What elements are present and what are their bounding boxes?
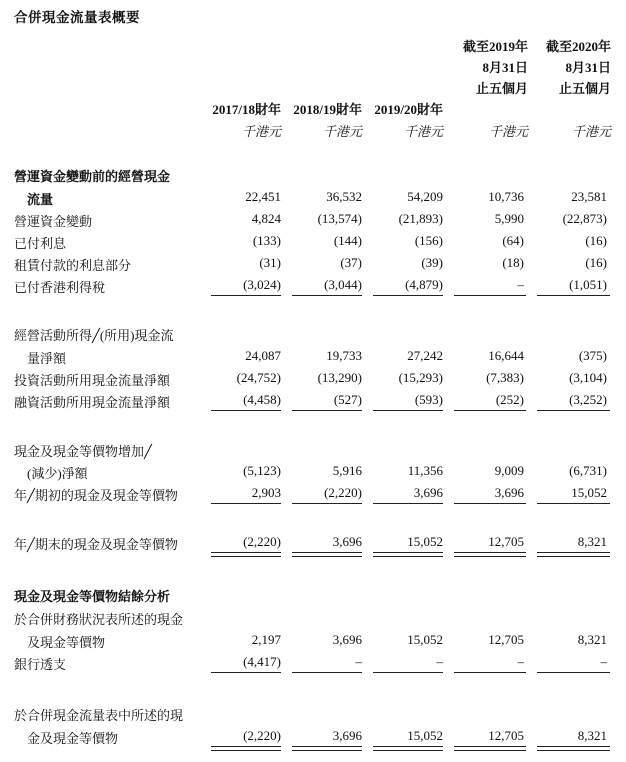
cell-5m-2019: (7,383) [486, 370, 524, 385]
cell-2019-20: (39) [421, 255, 443, 270]
cell-5m-2019: 9,009 [494, 463, 524, 478]
col5-header-line2: 8月31日 [565, 60, 611, 75]
cell-2018-19: 3,696 [332, 728, 362, 743]
cell-5m-2020: 15,052 [571, 485, 607, 500]
subtotal-rule [292, 410, 362, 411]
table-row [0, 392, 626, 412]
cell-2019-20: 15,052 [407, 728, 443, 743]
cell-2017-18: 22,451 [245, 189, 281, 204]
cell-5m-2020: (16) [585, 233, 607, 248]
cell-2018-19: (37) [340, 255, 362, 270]
cell-2017-18: 24,087 [245, 348, 281, 363]
table-row [0, 441, 626, 461]
cell-5m-2020: – [600, 654, 607, 669]
cell-2018-19: 36,532 [326, 189, 362, 204]
cell-5m-2019: – [517, 277, 524, 292]
table-row [0, 348, 626, 368]
table-row [0, 609, 626, 629]
table-row [0, 632, 626, 652]
col2-unit: 千港元 [322, 124, 362, 139]
col1-unit: 千港元 [241, 124, 281, 139]
cell-5m-2019: 12,705 [488, 534, 524, 549]
cell-5m-2019: 10,736 [488, 189, 524, 204]
subtotal-rule [537, 672, 610, 673]
cell-2018-19: (2,220) [324, 485, 362, 500]
cell-2017-18: (5,123) [243, 463, 281, 478]
row-label: 已付利息 [14, 236, 67, 251]
total-double-rule [537, 552, 610, 557]
row-label: 金及現金等價物 [27, 731, 119, 746]
cell-2017-18: (4,458) [243, 392, 281, 407]
cell-5m-2019: 5,990 [494, 211, 524, 226]
cell-2019-20: 27,242 [407, 348, 443, 363]
cell-5m-2020: (6,731) [569, 463, 607, 478]
cell-2017-18: (4,417) [243, 654, 281, 669]
cell-2017-18: 2,197 [251, 632, 281, 647]
table-row [0, 325, 626, 345]
table-row [0, 189, 626, 209]
col4-header-line3: 止五個月 [475, 81, 528, 96]
cell-2018-19: (13,574) [317, 211, 362, 226]
cell-2017-18: (2,220) [243, 728, 281, 743]
cell-2019-20: 3,696 [413, 485, 443, 500]
table-title: 合併現金流量表概要 [14, 10, 140, 25]
col3-unit: 千港元 [403, 124, 443, 139]
subtotal-rule [211, 503, 281, 504]
total-double-rule [454, 552, 526, 557]
cell-5m-2020: (3,252) [569, 392, 607, 407]
subtotal-rule [373, 672, 443, 673]
row-label: 流量 [27, 192, 54, 207]
cell-2019-20: (15,293) [398, 370, 443, 385]
cell-2018-19: 3,696 [332, 632, 362, 647]
subtotal-rule [537, 410, 610, 411]
cell-2019-20: (593) [414, 392, 443, 407]
cell-2017-18: 2,903 [251, 485, 281, 500]
cell-5m-2020: (3,104) [569, 370, 607, 385]
row-label: 營運資金變動 [14, 214, 93, 229]
cell-2018-19: (144) [333, 233, 362, 248]
cell-2019-20: (4,879) [405, 277, 443, 292]
cell-5m-2020: (375) [578, 348, 607, 363]
cell-2019-20: (21,893) [398, 211, 443, 226]
subtotal-rule [292, 503, 362, 504]
row-label: 於合併財務狀況表所述的現金 [14, 612, 184, 627]
cell-2017-18: 4,824 [251, 211, 281, 226]
total-double-rule [211, 746, 281, 751]
total-double-rule [373, 746, 443, 751]
cell-5m-2020: 23,581 [571, 189, 607, 204]
table-row [0, 255, 626, 275]
subtotal-rule [373, 410, 443, 411]
cell-2018-19: (13,290) [317, 370, 362, 385]
row-label: 現金及現金等價物結餘分析 [14, 589, 171, 604]
col5-header-line1: 截至2020年 [545, 39, 611, 54]
cell-2019-20: 15,052 [407, 632, 443, 647]
cell-2019-20: 54,209 [407, 189, 443, 204]
row-label: 及現金等價物 [27, 635, 106, 650]
cell-2018-19: – [355, 654, 362, 669]
cell-5m-2019: 12,705 [488, 728, 524, 743]
subtotal-rule [211, 672, 281, 673]
cell-2017-18: (24,752) [236, 370, 281, 385]
row-label: 經營活動所得╱(所用)現金流 [14, 328, 174, 343]
cell-5m-2019: 12,705 [488, 632, 524, 647]
col5-header-line3: 止五個月 [558, 81, 611, 96]
col4-header-line2: 8月31日 [482, 60, 528, 75]
subtotal-rule [537, 295, 610, 296]
col3-header: 2019/20財年 [374, 102, 443, 117]
col4-header-line1: 截至2019年 [462, 39, 528, 54]
cell-5m-2019: (18) [502, 255, 524, 270]
cell-5m-2019: (64) [502, 233, 524, 248]
cell-5m-2019: 16,644 [488, 348, 524, 363]
cell-2018-19: 5,916 [332, 463, 362, 478]
cell-2018-19: (527) [333, 392, 362, 407]
subtotal-rule [537, 503, 610, 504]
subtotal-rule [373, 295, 443, 296]
cell-5m-2020: (16) [585, 255, 607, 270]
col4-unit: 千港元 [488, 124, 528, 139]
table-row [0, 277, 626, 297]
cell-5m-2020: (1,051) [569, 277, 607, 292]
total-double-rule [292, 552, 362, 557]
subtotal-rule [373, 503, 443, 504]
table-row [0, 463, 626, 483]
subtotal-rule [454, 410, 526, 411]
cell-2018-19: 19,733 [326, 348, 362, 363]
table-row [0, 705, 626, 725]
row-label: 融資活動所用現金流量淨額 [14, 395, 171, 410]
row-label: 現金及現金等價物增加╱ [14, 444, 152, 459]
table-row [0, 654, 626, 674]
cell-2019-20: 11,356 [407, 463, 443, 478]
cell-5m-2019: 3,696 [494, 485, 524, 500]
cell-2018-19: 3,696 [332, 534, 362, 549]
row-label: 營運資金變動前的經營現金 [14, 169, 171, 184]
cell-2017-18: (2,220) [243, 534, 281, 549]
cell-2019-20: 15,052 [407, 534, 443, 549]
table-row [0, 370, 626, 390]
cell-2017-18: (3,024) [243, 277, 281, 292]
subtotal-rule [211, 410, 281, 411]
cell-2018-19: (3,044) [324, 277, 362, 292]
row-label: 銀行透支 [14, 657, 67, 672]
row-label: 投資活動所用現金流量淨額 [14, 373, 171, 388]
total-double-rule [292, 746, 362, 751]
row-label: 租賃付款的利息部分 [14, 258, 132, 273]
cell-5m-2020: 8,321 [577, 632, 607, 647]
table-row [0, 166, 626, 186]
subtotal-rule [454, 503, 526, 504]
table-row [0, 586, 626, 606]
row-label: (減少)淨額 [27, 466, 88, 481]
cell-2017-18: (133) [252, 233, 281, 248]
col2-header: 2018/19財年 [293, 102, 362, 117]
row-label: 於合併現金流量表中所述的現 [14, 708, 184, 723]
col1-header: 2017/18財年 [212, 102, 281, 117]
total-double-rule [373, 552, 443, 557]
subtotal-rule [454, 672, 526, 673]
row-label: 量淨額 [27, 351, 67, 366]
cell-5m-2019: (252) [495, 392, 524, 407]
row-label: 年╱期初的現金及現金等價物 [14, 488, 178, 503]
cell-2019-20: (156) [414, 233, 443, 248]
row-label: 已付香港利得稅 [14, 280, 106, 295]
row-label: 年╱期末的現金及現金等價物 [14, 537, 178, 552]
total-double-rule [537, 746, 610, 751]
subtotal-rule [292, 295, 362, 296]
subtotal-rule [211, 295, 281, 296]
cell-2019-20: – [436, 654, 443, 669]
subtotal-rule [454, 295, 526, 296]
cell-5m-2020: 8,321 [577, 534, 607, 549]
table-row [0, 211, 626, 231]
col5-unit: 千港元 [571, 124, 611, 139]
total-double-rule [211, 552, 281, 557]
table-row [0, 534, 626, 554]
cell-5m-2020: (22,873) [562, 211, 607, 226]
table-row [0, 485, 626, 505]
subtotal-rule [292, 672, 362, 673]
cell-5m-2020: 8,321 [577, 728, 607, 743]
total-double-rule [454, 746, 526, 751]
table-row [0, 728, 626, 748]
table-row [0, 233, 626, 253]
cell-5m-2019: – [517, 654, 524, 669]
cell-2017-18: (31) [259, 255, 281, 270]
